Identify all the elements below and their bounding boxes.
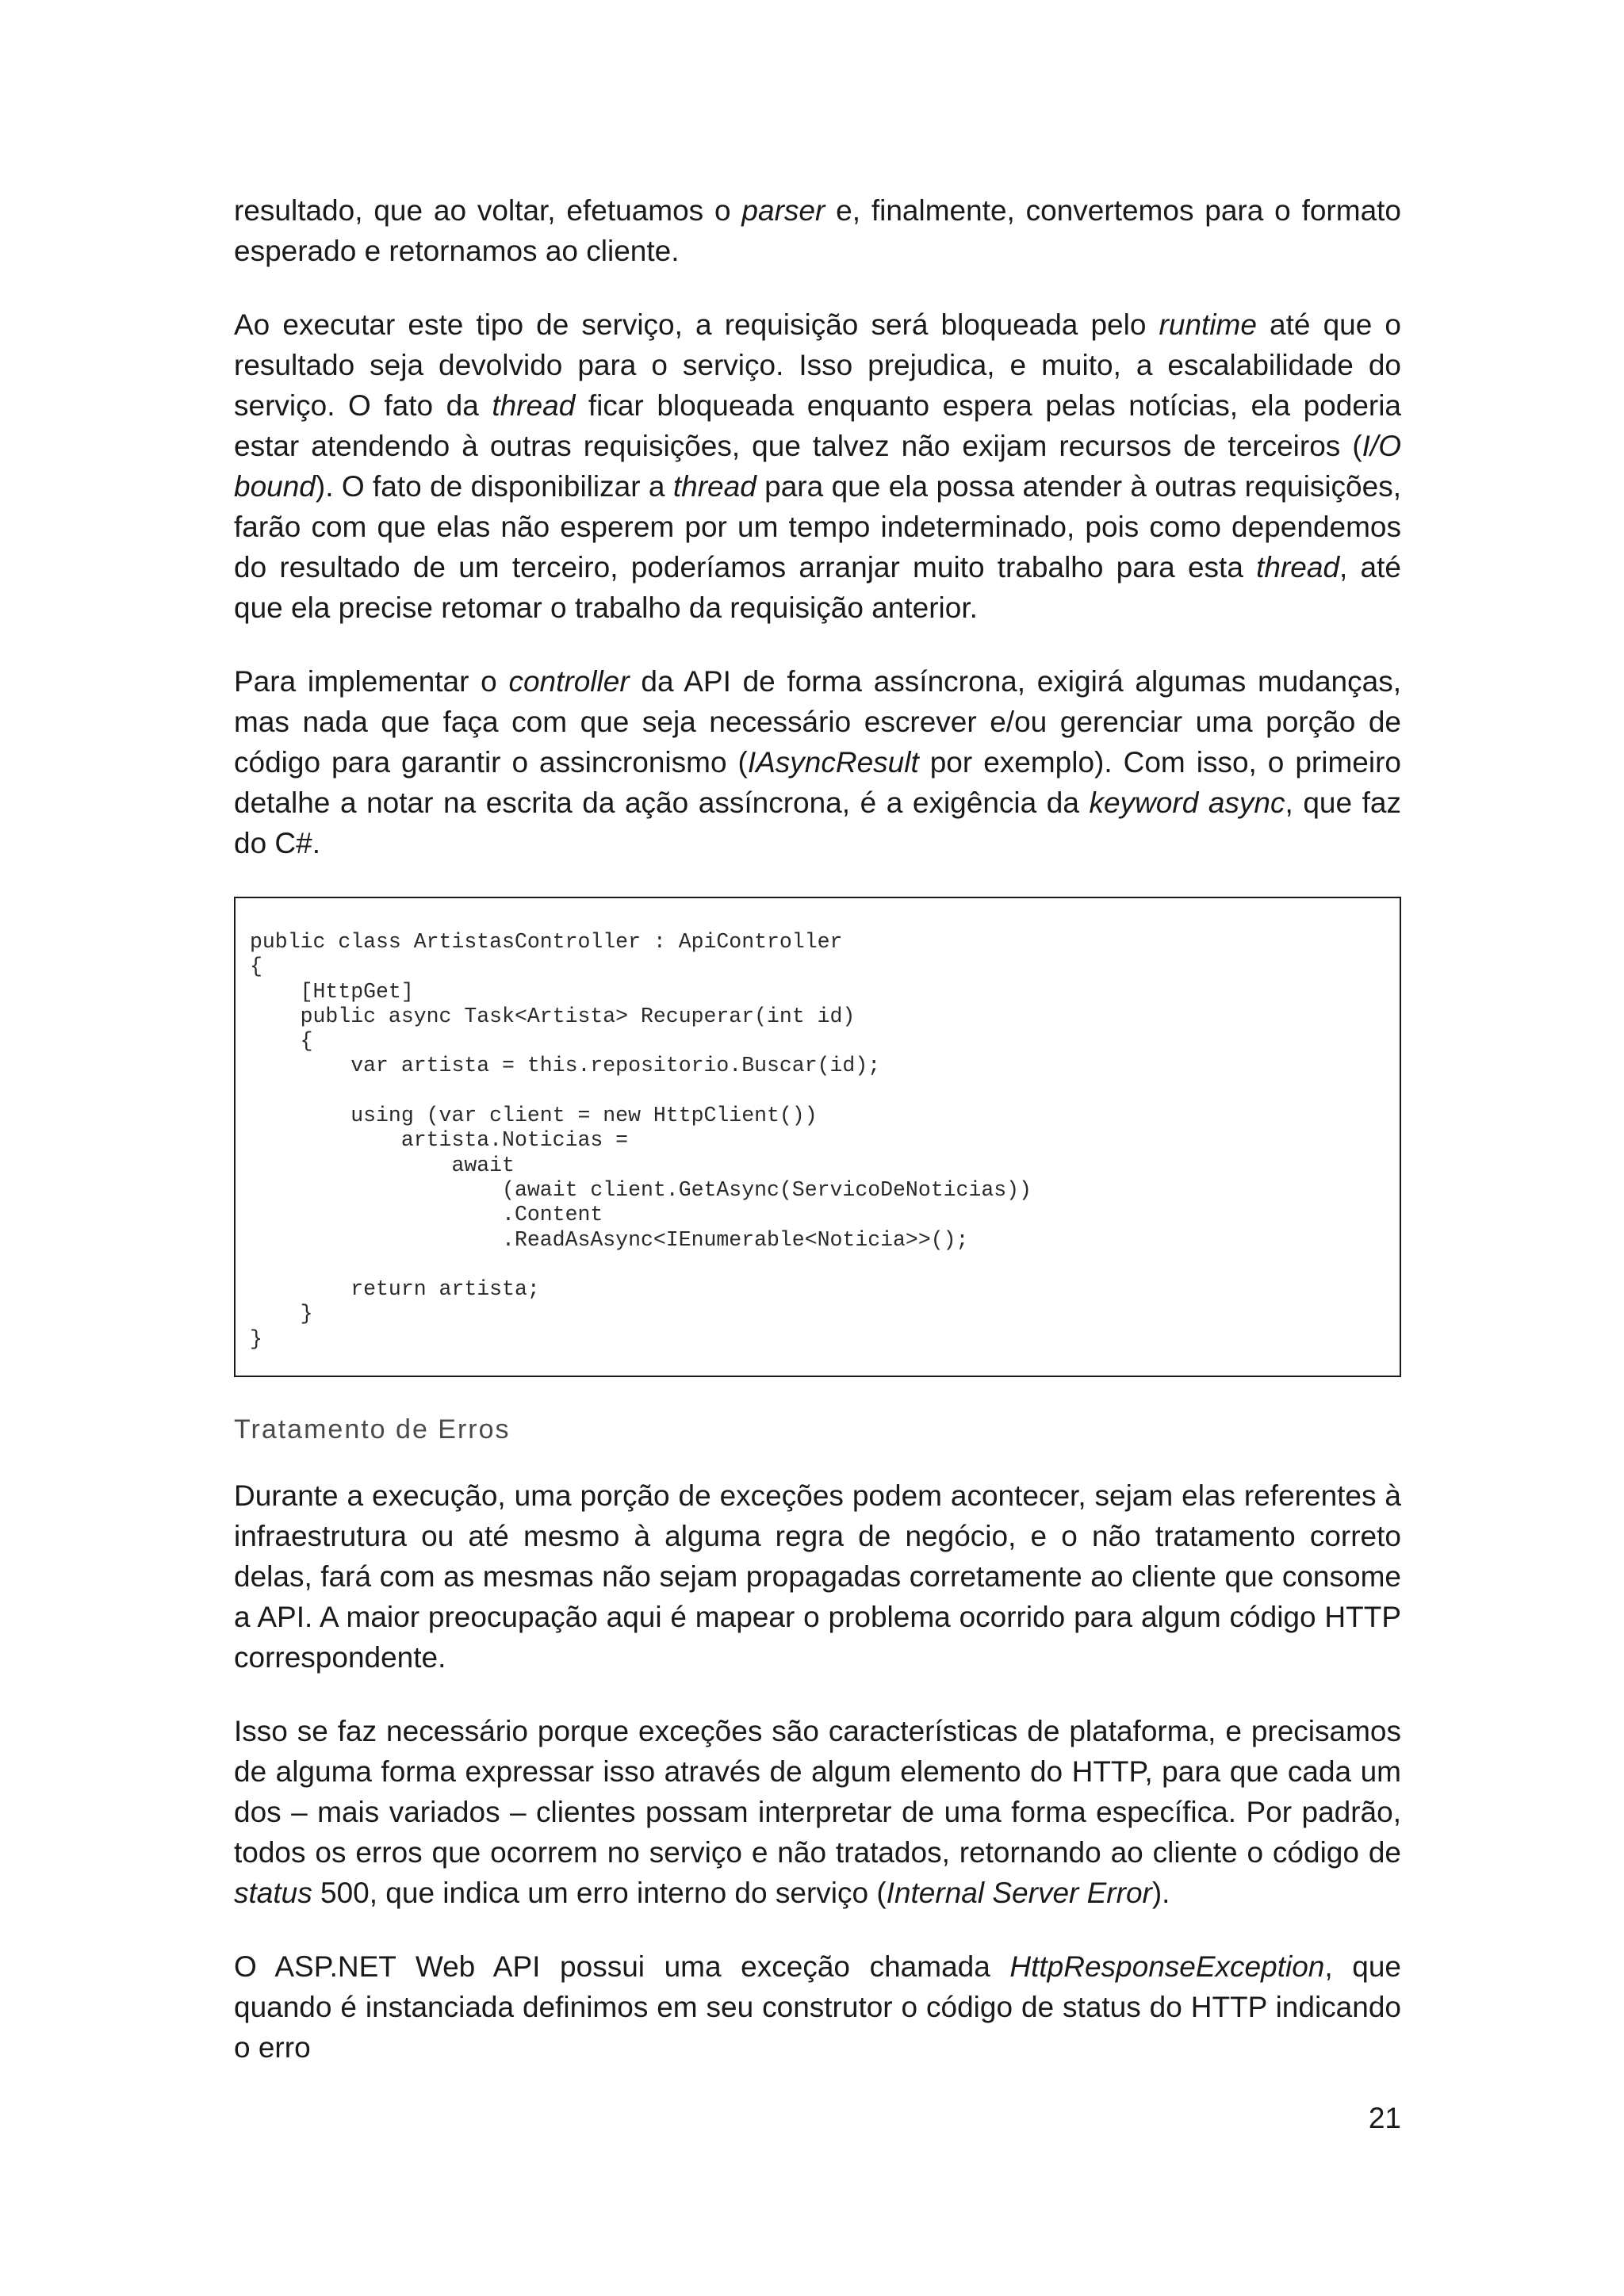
italic-term: Internal Server Error xyxy=(886,1877,1152,1910)
paragraph-blocking-request: Ao executar este tipo de serviço, a requisição será bloqueada pelo runtime até que o resultado seja devolvido para o serviço. Isso prejudica, e muito, a escalabilidade do serviço. O fato da thread ficar bloqueada enquanto espera pelas notícias, ela poderia estar atendendo à outras requisições, que talvez não exijam recursos de terceiros (I/O bound). O fato de disponibilizar a thread para que ela possa atender à outras requisições, farão com que elas não esperem por um tempo indeterminado, pois como dependemos do resultado de um terceiro, poderíamos arranjar muito trabalho para esta thread, até que ela precise retomar o trabalho da requisição anterior. xyxy=(234,308,1402,624)
paragraph-http-response-exception: O ASP.NET Web API possui uma exceção chamada HttpResponseException, que quando é instanciada definimos em seu construtor o código de status do HTTP indicando o erro xyxy=(234,1950,1401,2064)
italic-term: controller xyxy=(508,665,630,698)
page-number: 21 xyxy=(1368,2102,1401,2134)
italic-term: thread xyxy=(672,470,756,503)
italic-term: keyword async xyxy=(1089,786,1285,819)
paragraph-platform-exceptions: Isso se faz necessário porque exceções são características de plataforma, e precisamos de alguma forma expressar isso através de algum elemento do HTTP, para que cada um dos – mais variados – clientes possam interpretar de uma forma específica. Por padrão, todos os erros que ocorrem no serviço e não tratados, retornando ao cliente o código de status 500, que indica um erro interno do serviço (Internal Server Error). xyxy=(234,1715,1401,1910)
italic-term: status xyxy=(234,1877,312,1910)
italic-term: HttpResponseException xyxy=(1009,1950,1325,1984)
italic-term: IAsyncResult xyxy=(747,746,919,779)
paragraph-exceptions: Durante a execução, uma porção de exceções podem acontecer, sejam elas referentes à infraestrutura ou até mesmo à alguma regra de negócio, e o não tratamento correto delas, fará com as mesmas não sejam propagadas corretamente ao cliente que consome a API. A maior preocupação aqui é mapear o problema ocorrido para algum código HTTP correspondente. xyxy=(234,1479,1401,1674)
code-text: public class ArtistasController : ApiController { [HttpGet] public async Task<Artista> Recuperar(int id) { var artista = this.repositorio.Buscar(id); using (var client = new HttpClient()) artista.Noticias = await (await client.GetAsync(ServicoDeNoticias)) .Content .ReadAsAsync<IEnumerable<Noticia>>(); return artista; } } xyxy=(250,930,1032,1351)
paragraph-intro-continuation: resultado, que ao voltar, efetuamos o parser e, finalmente, convertemos para o formato esperado e retornamos ao cliente. xyxy=(234,194,1402,267)
italic-term: thread xyxy=(1256,551,1340,584)
italic-term: thread xyxy=(492,389,576,422)
page-content xyxy=(234,190,1401,2101)
italic-term: I/O bound xyxy=(234,430,1401,503)
section-heading: Tratamento de Erros xyxy=(234,1414,511,1445)
italic-term: parser xyxy=(741,194,825,227)
italic-term: runtime xyxy=(1159,308,1257,341)
code-listing xyxy=(234,897,1401,1377)
paragraph-async-controller: Para implementar o controller da API de forma assíncrona, exigirá algumas mudanças, mas nada que faça com que seja necessário escrever e/ou gerenciar uma porção de código para garantir o assincronismo (IAsyncResult por exemplo). Com isso, o primeiro detalhe a notar na escrita da ação assíncrona, é a exigência da keyword async, que faz do C#. xyxy=(234,665,1401,859)
